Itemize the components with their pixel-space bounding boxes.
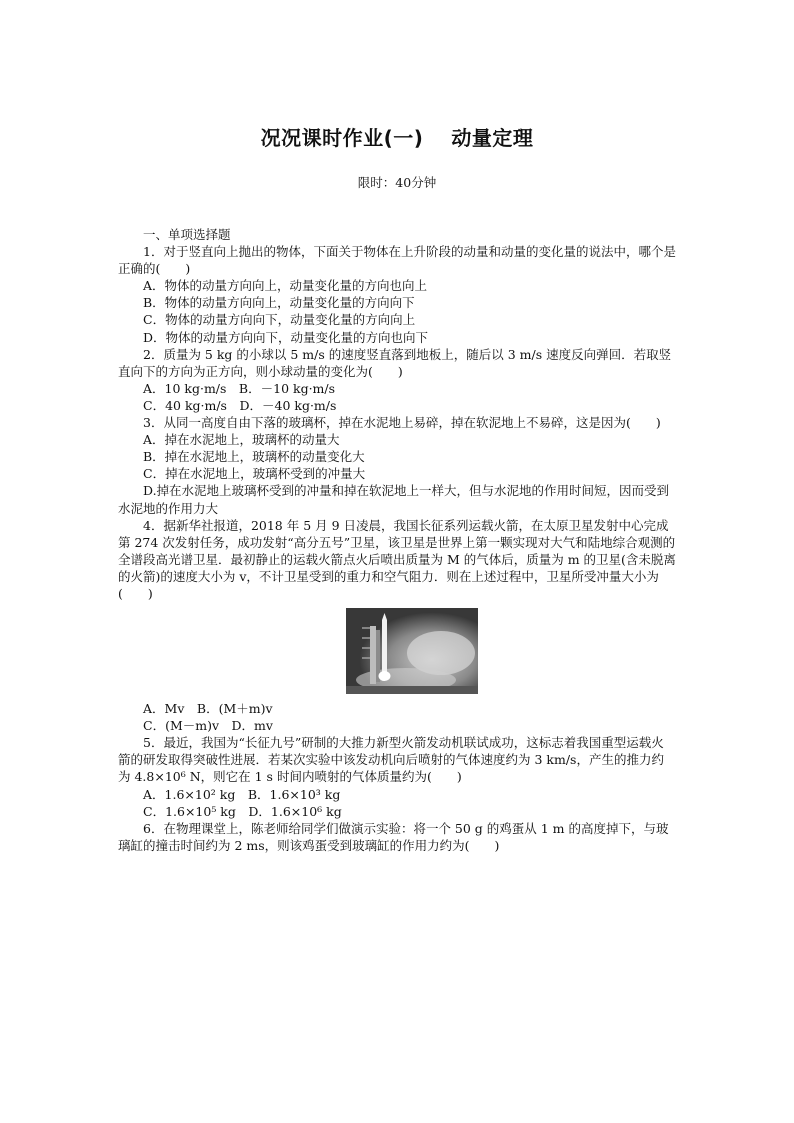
question-2-options-ab: A．10 kg·m/s B．－10 kg·m/s (143, 380, 336, 396)
question-3-option-d: D.掉在水泥地上玻璃杯受到的冲量和掉在软泥地上一样大，但与水泥地的作用时间短，因而受到水泥地的作用力大 (118, 483, 670, 516)
question-1-option-a: A．物体的动量方向向上，动量变化量的方向也向上 (143, 278, 428, 294)
question-3-option-c: C．掉在水泥地上，玻璃杯受到的冲量大 (143, 466, 366, 482)
question-4-stem: 4．据新华社报道，2018 年 5 月 9 日凌晨，我国长征系列运载火箭，在太原卫星发射中心完成第 274 次发射任务，成功发射“高分五号”卫星，该卫星是世界上第一颗实现对大气和陆地综合观测的全谱段高光谱卫星．最初静止的运载火箭点火后喷出质量为 M 的气体后，质量为 m 的卫星(含未脱离的火箭)的速度大小为 v，不计卫星受到的重力和空气阻力．则在上述过程中，卫星所受冲量大小为( ) (118, 517, 676, 601)
question-6-stem: 6．在物理课堂上，陈老师给同学们做演示实验：将一个 50 g 的鸡蛋从 1 m 的高度掉下，与玻璃缸的撞击时间约为 2 ms，则该鸡蛋受到玻璃缸的作用力约为( ) (118, 820, 669, 853)
question-4-options-ab: A．Mv B．(M＋m)v (143, 701, 273, 717)
question-3-option-b: B．掉在水泥地上，玻璃杯的动量变化大 (143, 449, 365, 465)
rocket-launch-photo (346, 608, 478, 694)
question-3-option-a: A．掉在水泥地上，玻璃杯的动量大 (143, 432, 340, 448)
question-2-stem: 2．质量为 5 kg 的小球以 5 m/s 的速度竖直落到地板上，随后以 3 m/s 速度反向弹回．若取竖直向下的方向为正方向，则小球动量的变化为( ) (118, 346, 672, 379)
section-heading: 一、单项选择题 (143, 227, 231, 242)
question-1-option-c: C．物体的动量方向向下，动量变化量的方向向上 (143, 312, 416, 328)
question-1-option-b: B．物体的动量方向向上，动量变化量的方向向下 (143, 295, 415, 311)
question-1-option-d: D．物体的动量方向向下，动量变化量的方向也向下 (143, 329, 429, 345)
page-title: 况况课时作业(一) 动量定理 (260, 126, 534, 150)
time-limit: 限时：40分钟 (357, 175, 437, 190)
question-2-options-cd: C．40 kg·m/s D．－40 kg·m/s (143, 397, 337, 413)
question-3-stem: 3．从同一高度自由下落的玻璃杯，掉在水泥地上易碎，掉在软泥地上不易碎，这是因为( ) (143, 415, 661, 431)
question-4-options-cd: C．(M－m)v D．mv (143, 718, 273, 734)
question-5-options-ab: A．1.6×10² kg B．1.6×10³ kg (143, 786, 341, 802)
question-5-stem: 5．最近，我国为“长征九号”研制的大推力新型火箭发动机联试成功，这标志着我国重型运载火箭的研发取得突破性进展．若某次实验中该发动机向后喷射的气体速度约为 3 km/s，产生的推力约为 4.8×10⁶ N，则它在 1 s 时间内喷射的气体质量约为( ) (118, 735, 664, 785)
question-1-stem: 1．对于竖直向上抛出的物体，下面关于物体在上升阶段的动量和动量的变化量的说法中，哪个是正确的( ) (118, 244, 676, 277)
question-5-options-cd: C．1.6×10⁵ kg D．1.6×10⁶ kg (143, 803, 342, 819)
question-list (118, 226, 676, 854)
